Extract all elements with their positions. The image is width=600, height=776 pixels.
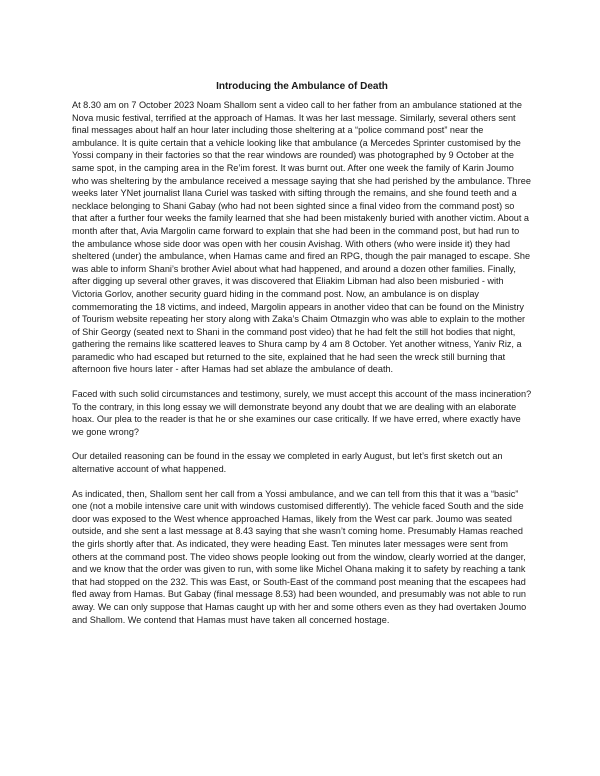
paragraph-4: As indicated, then, Shallom sent her call from a Yossi ambulance, and we can tell from this that it was a “basic” one (not a mobile intensive care unit with windows customised differently). The vehicle faced South and the side door was exposed to the West whence approached Hamas, likely from the West car park. Joumo was seated outside, and she sent a last message at 8.43 saying that she wasn’t coming home. Presumably Hamas reached the girls shortly after that. As indicated, they were heading East. Ten minutes later messages were sent from others at the command post. The video shows people looking out from the window, clearly worried at the danger, and we know that the order was given to run, with some like Michel Ohana making it to safety by reaching a tank that had stopped on the 232. This was East, or South-East of the command post meaning that the escapees had fled away from Hamas. But Gabay (final message 8.53) had been wounded, and presumably was not able to run away. We can only suppose that Hamas caught up with her and some others even as they had overtaken Joumo and Shallom. We contend that Hamas must have taken all concerned hostage. xyxy=(72,488,527,625)
paragraph-3: Our detailed reasoning can be found in the essay we completed in early August, but let’s first sketch out an alternative account of what happened. xyxy=(72,451,503,475)
document-title: Introducing the Ambulance of Death xyxy=(216,81,388,92)
document-page xyxy=(72,80,532,638)
paragraph-2: Faced with such solid circumstances and testimony, surely, we must accept this account of the mass incineration? To the contrary, in this long essay we will demonstrate beyond any doubt that we are dealing with an elaborate hoax. Our plea to the reader is that he or she examines our case critically. If we have erred, where exactly have we gone wrong? xyxy=(72,389,532,437)
paragraph-1: At 8.30 am on 7 October 2023 Noam Shallom sent a video call to her father from an ambulance stationed at the Nova music festival, terrified at the approach of Hamas. It was her last message. Similarly, several others sent final messages about half an hour later including those sheltering at a “police command post” near the ambulance. It is quite certain that a vehicle looking like that ambulance (a Mercedes Sprinter customised by the Yossi company in their factories so that the rear windows are rounded) was photographed by 9 October at the same spot, in the camping area in the Re’im forest. It was burnt out. After one week the family of Karin Joumo who was sheltering by the ambulance received a message saying that she had perished by the ambulance. Three weeks later YNet journalist Ilana Curiel was tasked with sifting through the remains, and she found teeth and a necklace belonging to Shani Gabay (who had not been sighted since a final video from the command post) so that after a further four weeks the family learned that she had been mistakenly buried with another victim. About a month after that, Avia Margolin came forward to explain that she had been in the command post, but had run to the ambulance whose side door was open with her cousin Avishag. With others (who were inside it) they had sheltered (under) the ambulance, when Hamas came and fired an RPG, though the pair managed to escape. She was able to inform Shani’s brother Aviel about what had happened, and around a dozen other families. Finally, after digging up several other graves, it was discovered that Eliakim Libman had also been misburied - with Victoria Gorlov, another security guard hiding in the command post. Now, an ambulance is on display commemorating the 18 victims, and indeed, Margolin appears in another video that can be found on the Ministry of Tourism website repeating her story along with Zaka’s Chaim Otmazgin who was able to explain to the mother of Shir Georgy (seated next to Shani in the command post video) that he had felt the still hot bodies that night, gathering the remains like scattered leaves to Shura camp by 4 am 8 October. Yet another witness, Yaniv Riz, a paramedic who had escaped but returned to the site, explained that he had seen the wreck still burning that afternoon five hours later - after Hamas had set ablaze the ambulance of death. xyxy=(72,100,531,375)
